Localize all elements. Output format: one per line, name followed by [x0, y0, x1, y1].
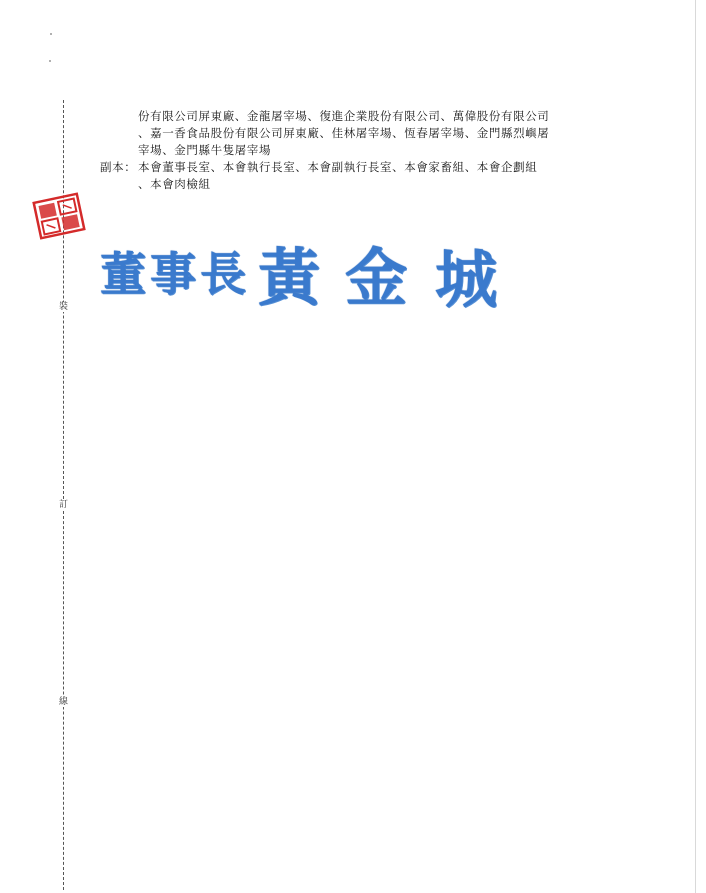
page-edge — [695, 0, 696, 893]
seal-char: 金 — [345, 241, 408, 314]
seal-char: 董 — [100, 247, 146, 301]
seal-char: 城 — [435, 243, 498, 316]
distribution-list — [100, 108, 620, 193]
red-seal-stamp — [31, 191, 86, 240]
chairman-signature-seal — [100, 228, 520, 316]
recipients-line: 份有限公司屏東廠、金龍屠宰場、復進企業股份有限公司、萬偉股份有限公司 — [138, 109, 550, 123]
recipients-line: 宰場、金門縣牛隻屠宰場 — [138, 143, 272, 157]
binding-mark-xian: 線 — [59, 697, 69, 707]
seal-char: 事 — [150, 247, 196, 301]
binding-mark-ding: 訂 — [59, 500, 69, 510]
recipients-line: 、嘉一香食品股份有限公司屏東廠、佳林屠宰場、恆春屠宰場、金門縣烈嶼屠 — [138, 126, 550, 140]
seal-char: 長 — [200, 247, 246, 301]
copies-line: 副本： 本會董事長室、本會執行長室、本會副執行長室、本會家畜組、本會企劃組 — [100, 160, 538, 174]
scan-speck — [50, 33, 52, 35]
binding-mark-zhuang: 裝 — [59, 302, 69, 312]
copies-label: 副本： — [100, 160, 137, 174]
scan-speck — [49, 60, 51, 62]
seal-char: 黃 — [258, 241, 321, 314]
copies-line: 、本會肉檢組 — [138, 177, 211, 191]
